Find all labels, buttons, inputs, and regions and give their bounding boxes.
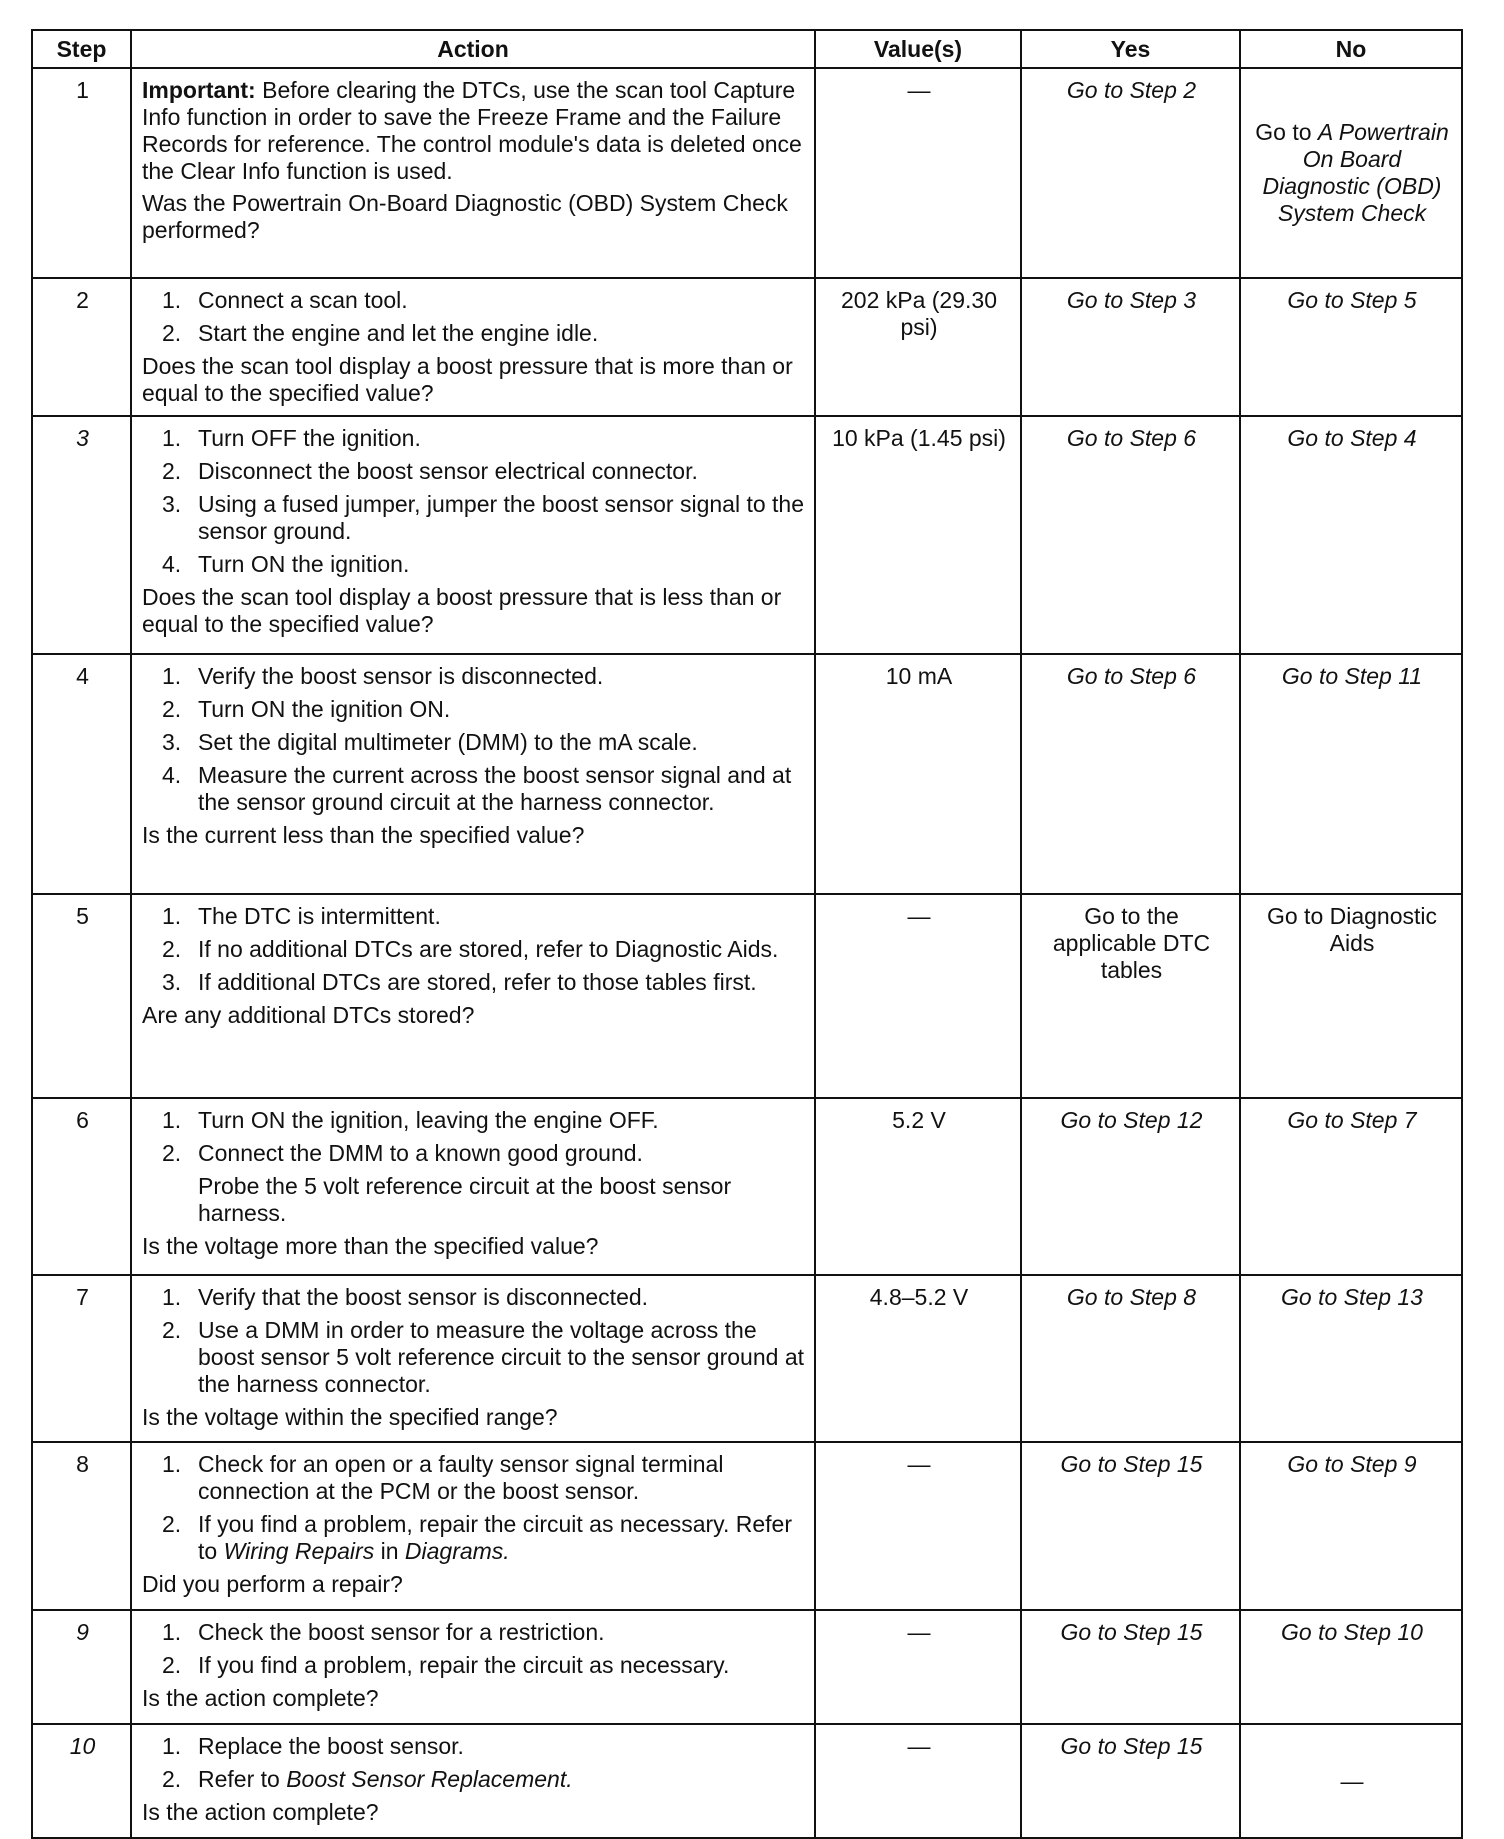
value-cell: — bbox=[815, 68, 1021, 278]
value-cell: 4.8–5.2 V bbox=[815, 1275, 1021, 1442]
table-row bbox=[32, 1610, 1462, 1724]
step-number: 5 bbox=[32, 894, 131, 1098]
question: Was the Powertrain On-Board Diagnostic (OBD) System Check performed? bbox=[142, 190, 788, 243]
action-cell bbox=[131, 416, 815, 654]
list-item: 2. Turn ON the ignition ON. bbox=[162, 696, 451, 722]
list-item: 4. Measure the current across the boost sensor signal and at the sensor ground circuit at the harness connector. bbox=[162, 762, 792, 815]
action-cell bbox=[131, 894, 815, 1098]
list-item: 2. Disconnect the boost sensor electrical connector. bbox=[162, 458, 698, 484]
step-number: 3 bbox=[32, 416, 131, 654]
diagnostic-table bbox=[31, 29, 1463, 1839]
yes-cell: Go to the applicable DTC tables bbox=[1021, 894, 1240, 1098]
no-prefix: Go to bbox=[1255, 119, 1312, 145]
table-row bbox=[32, 1442, 1462, 1610]
yes-cell: Go to Step 15 bbox=[1021, 1442, 1240, 1610]
yes-cell: Go to Step 8 bbox=[1021, 1275, 1240, 1442]
list-item: 1. Verify the boost sensor is disconnected. bbox=[162, 663, 604, 689]
no-cell: Go to Step 5 bbox=[1240, 278, 1462, 416]
no-cell: Go to Step 11 bbox=[1240, 654, 1462, 894]
yes-cell: Go to Step 12 bbox=[1021, 1098, 1240, 1275]
list-item: Probe the 5 volt reference circuit at the boost sensor harness. bbox=[198, 1173, 732, 1226]
action-cell bbox=[131, 1442, 815, 1610]
action-cell bbox=[131, 1724, 815, 1838]
value-cell: — bbox=[815, 1442, 1021, 1610]
list-item: 2. Start the engine and let the engine idle. bbox=[162, 320, 599, 346]
header-no: No bbox=[1240, 30, 1462, 68]
list-item: 2. If no additional DTCs are stored, refer to Diagnostic Aids. bbox=[162, 936, 779, 962]
header-row bbox=[32, 30, 1462, 68]
no-cell: Go to Step 9 bbox=[1240, 1442, 1462, 1610]
question: Is the voltage within the specified range? bbox=[142, 1404, 558, 1430]
no-cell: Go to Step 7 bbox=[1240, 1098, 1462, 1275]
list-item: 2. Refer to Boost Sensor Replacement. bbox=[162, 1766, 573, 1792]
action-cell bbox=[131, 278, 815, 416]
step-number: 7 bbox=[32, 1275, 131, 1442]
yes-cell: Go to Step 15 bbox=[1021, 1610, 1240, 1724]
no-cell bbox=[1240, 68, 1462, 278]
table-row bbox=[32, 416, 1462, 654]
yes-cell: Go to Step 2 bbox=[1021, 68, 1240, 278]
value-cell: — bbox=[815, 894, 1021, 1098]
question: Are any additional DTCs stored? bbox=[142, 1002, 475, 1028]
reference-boost-sensor-replacement: Boost Sensor Replacement. bbox=[286, 1766, 573, 1792]
header-action: Action bbox=[131, 30, 815, 68]
list-item: 2. Connect the DMM to a known good ground. bbox=[162, 1140, 643, 1166]
list-item: 2. Use a DMM in order to measure the voltage across the boost sensor 5 volt reference circuit to the sensor ground at the harness connector. bbox=[162, 1317, 804, 1397]
step-number: 6 bbox=[32, 1098, 131, 1275]
value-cell: — bbox=[815, 1610, 1021, 1724]
list-item: 2. If you find a problem, repair the circuit as necessary. bbox=[162, 1652, 730, 1678]
table-row bbox=[32, 654, 1462, 894]
list-item: 4. Turn ON the ignition. bbox=[162, 551, 410, 577]
step-number: 9 bbox=[32, 1610, 131, 1724]
list-item: 3. If additional DTCs are stored, refer to those tables first. bbox=[162, 969, 757, 995]
list-item: 1. Connect a scan tool. bbox=[162, 287, 408, 313]
action-cell bbox=[131, 1610, 815, 1724]
no-reference: A Powertrain On Board Diagnostic (OBD) System Check bbox=[1262, 119, 1449, 226]
question: Is the current less than the specified value? bbox=[142, 822, 585, 848]
action-cell bbox=[131, 654, 815, 894]
important-label: Important: bbox=[142, 77, 256, 103]
list-item: 1. Replace the boost sensor. bbox=[162, 1733, 464, 1759]
list-item: 1. Turn ON the ignition, leaving the engine OFF. bbox=[162, 1107, 659, 1133]
no-cell: Go to Step 13 bbox=[1240, 1275, 1462, 1442]
question: Is the action complete? bbox=[142, 1799, 379, 1825]
table-row bbox=[32, 1098, 1462, 1275]
step-number: 4 bbox=[32, 654, 131, 894]
value-cell: 5.2 V bbox=[815, 1098, 1021, 1275]
no-cell: Go to Diagnostic Aids bbox=[1240, 894, 1462, 1098]
no-cell: — bbox=[1240, 1724, 1462, 1838]
value-cell: 10 mA bbox=[815, 654, 1021, 894]
important-text: Before clearing the DTCs, use the scan tool Capture Info function in order to save the Freeze Frame and the Failure Records for reference. The control module's data is deleted once the Clear Info function is used. bbox=[142, 77, 802, 184]
list-item: 3. Set the digital multimeter (DMM) to the mA scale. bbox=[162, 729, 698, 755]
reference-wiring-repairs: Wiring Repairs bbox=[223, 1538, 375, 1564]
table-row bbox=[32, 1724, 1462, 1838]
yes-cell: Go to Step 6 bbox=[1021, 416, 1240, 654]
question: Does the scan tool display a boost pressure that is more than or equal to the specified value? bbox=[142, 353, 793, 406]
no-cell: Go to Step 10 bbox=[1240, 1610, 1462, 1724]
table-row bbox=[32, 894, 1462, 1098]
yes-cell: Go to Step 3 bbox=[1021, 278, 1240, 416]
list-item: 2. If you find a problem, repair the circuit as necessary. Refer to Wiring Repairs in Diagrams. bbox=[162, 1511, 793, 1564]
list-item: 3. Using a fused jumper, jumper the boost sensor signal to the sensor ground. bbox=[162, 491, 805, 544]
step-number: 2 bbox=[32, 278, 131, 416]
step-number: 10 bbox=[32, 1724, 131, 1838]
question: Does the scan tool display a boost pressure that is less than or equal to the specified value? bbox=[142, 584, 782, 637]
value-cell: 10 kPa (1.45 psi) bbox=[815, 416, 1021, 654]
action-cell bbox=[131, 1098, 815, 1275]
table-row bbox=[32, 1275, 1462, 1442]
action-cell bbox=[131, 68, 815, 278]
header-values: Value(s) bbox=[815, 30, 1021, 68]
question: Did you perform a repair? bbox=[142, 1571, 403, 1597]
list-item: 1. Check for an open or a faulty sensor signal terminal connection at the PCM or the boost sensor. bbox=[162, 1451, 724, 1504]
step-number: 1 bbox=[32, 68, 131, 278]
header-yes: Yes bbox=[1021, 30, 1240, 68]
reference-diagrams: Diagrams. bbox=[404, 1538, 510, 1564]
yes-cell: Go to Step 6 bbox=[1021, 654, 1240, 894]
yes-cell: Go to Step 15 bbox=[1021, 1724, 1240, 1838]
list-item: 1. The DTC is intermittent. bbox=[162, 903, 441, 929]
list-item: 1. Turn OFF the ignition. bbox=[162, 425, 421, 451]
header-step: Step bbox=[32, 30, 131, 68]
value-cell: — bbox=[815, 1724, 1021, 1838]
question: Is the voltage more than the specified value? bbox=[142, 1233, 599, 1259]
value-cell: 202 kPa (29.30 psi) bbox=[815, 278, 1021, 416]
no-cell: Go to Step 4 bbox=[1240, 416, 1462, 654]
list-item: 1. Check the boost sensor for a restriction. bbox=[162, 1619, 605, 1645]
question: Is the action complete? bbox=[142, 1685, 379, 1711]
table-row bbox=[32, 68, 1462, 278]
table-row bbox=[32, 278, 1462, 416]
action-cell bbox=[131, 1275, 815, 1442]
list-item: 1. Verify that the boost sensor is disconnected. bbox=[162, 1284, 649, 1310]
step-number: 8 bbox=[32, 1442, 131, 1610]
